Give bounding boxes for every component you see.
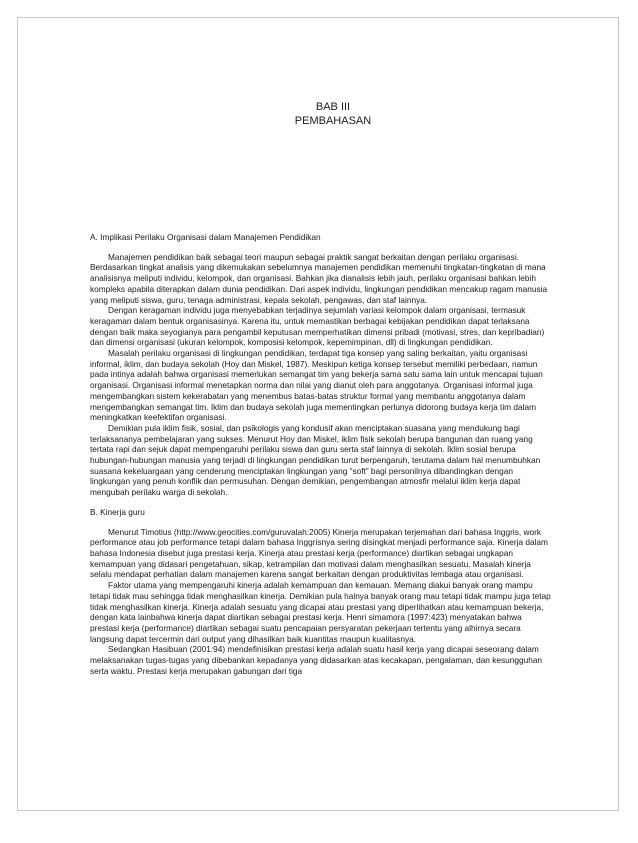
paragraph: Masalah perilaku organisasi di lingkungan pendidikan, terdapat tiga konsep yang saling berkaitan, yaitu organisasi informal, iklim, dan budaya sekolah (Hoy dan Miskel, 1987). Meskipun ketiga konsep tersebut memiliki perbedaan, namun pada intinya adalah bahwa organisasi memerlukan semangat tim yang bekerja sama satu sama lain untuk mencapai tujuan organisasi. Organisasi informal menetapkan norma dan nilai yang dianut oleh para anggotanya. Organisasi informal juga mengembangkan sistem kekerabatan yang menembus batas-batas struktur formal yang membantu anggotanya dalam mengembangkan semangat tim. Iklim dan budaya sekolah juga mementingkan perlunya didorong budaya kerja tim dalam meningkatkan keefektifan organisasi. bbox=[90, 348, 543, 423]
paragraph: Sedangkan Hasibuan (2001:94) mendefinisikan prestasi kerja adalah suatu hasil kerja yang dicapai seseorang dalam melaksanakan tugas-tugas yang dibebankan kepadanya yang didasarkan atas kecakapan, pengalaman, dan kesungguhan serta waktu. Prestasi kerja merupakan gabungan dari tiga bbox=[90, 644, 543, 676]
chapter-number: BAB III bbox=[315, 101, 351, 113]
paragraph: Faktor utama yang mempengaruhi kinerja adalah kemampuan dan kemauan. Memang diakui banyak orang mampu tetapi tidak mau sehingga tidak menghasilkan kinerja. Demikian pula halnya banyak orang mau tetapi tidak mampu juga tetap tidak menghasilkan kinerja. Kinerja adalah sesuatu yang dicapai atau prestasi yang diperlihatkan atau kemampuan bekerja, dengan kata lainbahwa kinerja dapat diartikan sebagai prestasi kerja. Henri simamora (1997:423) menyatakan bahwa prestasi kerja (performance) diartikan sebagai suatu pencapaian persyaratan pekerjaan tertentu yang alhirnya secara langsung dapat tercermin dari output yang dihasilkan baik kuantitas maupun kualitasnya. bbox=[90, 580, 551, 644]
chapter-heading bbox=[18, 100, 618, 128]
section-a bbox=[90, 232, 552, 498]
paragraph: Dengan keragaman individu juga menyebabkan terjadinya sejumlah variasi kelompok dalam organisasi, termasuk keragaman dalam bentuk organisasinya. Karena itu, untuk memastikan berbagai kebijakan pendidikan dapat terlaksana dengan baik maka seyogianya para pengambil keputusan memperhatikan dimensi pribadi (motivasi, stres, dan kepribadian) dan dimensi organisasi (ukuran kelompok, komposisi kelompok, kepemimpinan, dll) di lingkungan pendidikan. bbox=[90, 305, 545, 348]
section-heading: A. Implikasi Perilaku Organisasi dalam Manajemen Pendidikan bbox=[90, 232, 321, 242]
section-b bbox=[90, 507, 552, 677]
paragraph: Demikian pula iklim fisik, sosial, dan psikologis yang kondusif akan menciptakan suasana yang mendukung bagi terlaksananya pembelajaran yang sukses. Menurut Hoy dan Miskel, iklim fisik sekolah berupa bangunan dan ruang yang tertata rapi dan sejuk dapat mempengaruhi perilaku siswa dan guru serta staf lainnya di sekolah. Iklim sosial berupa hubungan-hubungan manusia yang terjadi di lingkungan pendidikan turut berpengaruh, terutama dalam hal menumbuhkan suasana kekeluargaan yang cenderung menciptakan lingkungan yang “soft” bagi personilnya dibandingkan dengan lingkungan yang penuh konflik dan permusuhan. Dengan demikian, pengembangan atmosfir melalui iklim kerja dapat mengubah perilaku warga di sekolah. bbox=[90, 422, 541, 498]
chapter-title: PEMBAHASAN bbox=[294, 115, 372, 127]
document-page bbox=[17, 17, 619, 811]
paragraph: Manajemen pendidikan baik sebagai teori maupun sebagai praktik sangat berkaitan dengan perilaku organisasi. Berdasarkan tingkat analisis yang dikemukakan sebelumnya manajemen pendidikan memenuhi tingkatan-tingkatan di mana analisisnya meliputi individu, kelompok, dan organisasi. Bahkan jika dianalisis lebih jauh, perilaku organisasi bahkan lebih kompleks apabila diterapkan dalam dunia pendidikan. Dari aspek individu, lingkungan pendidikan mencakup ragam manusia yang meliputi siswa, guru, tenaga administrasi, kepala sekolah, pengawas, dan staf lainnya. bbox=[90, 251, 548, 305]
paragraph: Menurut Timotius (http://www.geocities.com/guruvalah:2005) Kinerja merupakan terjemahan dari bahasa Inggris, work performance atau job performance tetapi dalam bahasa Inggrisnya sering disingkat menjadi performance saja. Kinerja dalam bahasa Indonesia disebut juga prestasi kerja. Kinerja atau prestasi kerja (performance) diartikan sebagai ungkapan kemampuan yang didasari pengetahuan, sikap, ketrampilan dan motivasi dalam menghasilkan sesuatu. Masalah kinerja selalu mendapat perhatian dalam manajemen karena sangat berkaitan dengan produktivitas lembaga atau organisasi. bbox=[90, 526, 548, 580]
section-heading: B. Kinerja guru bbox=[90, 506, 145, 517]
document-body bbox=[90, 232, 552, 676]
